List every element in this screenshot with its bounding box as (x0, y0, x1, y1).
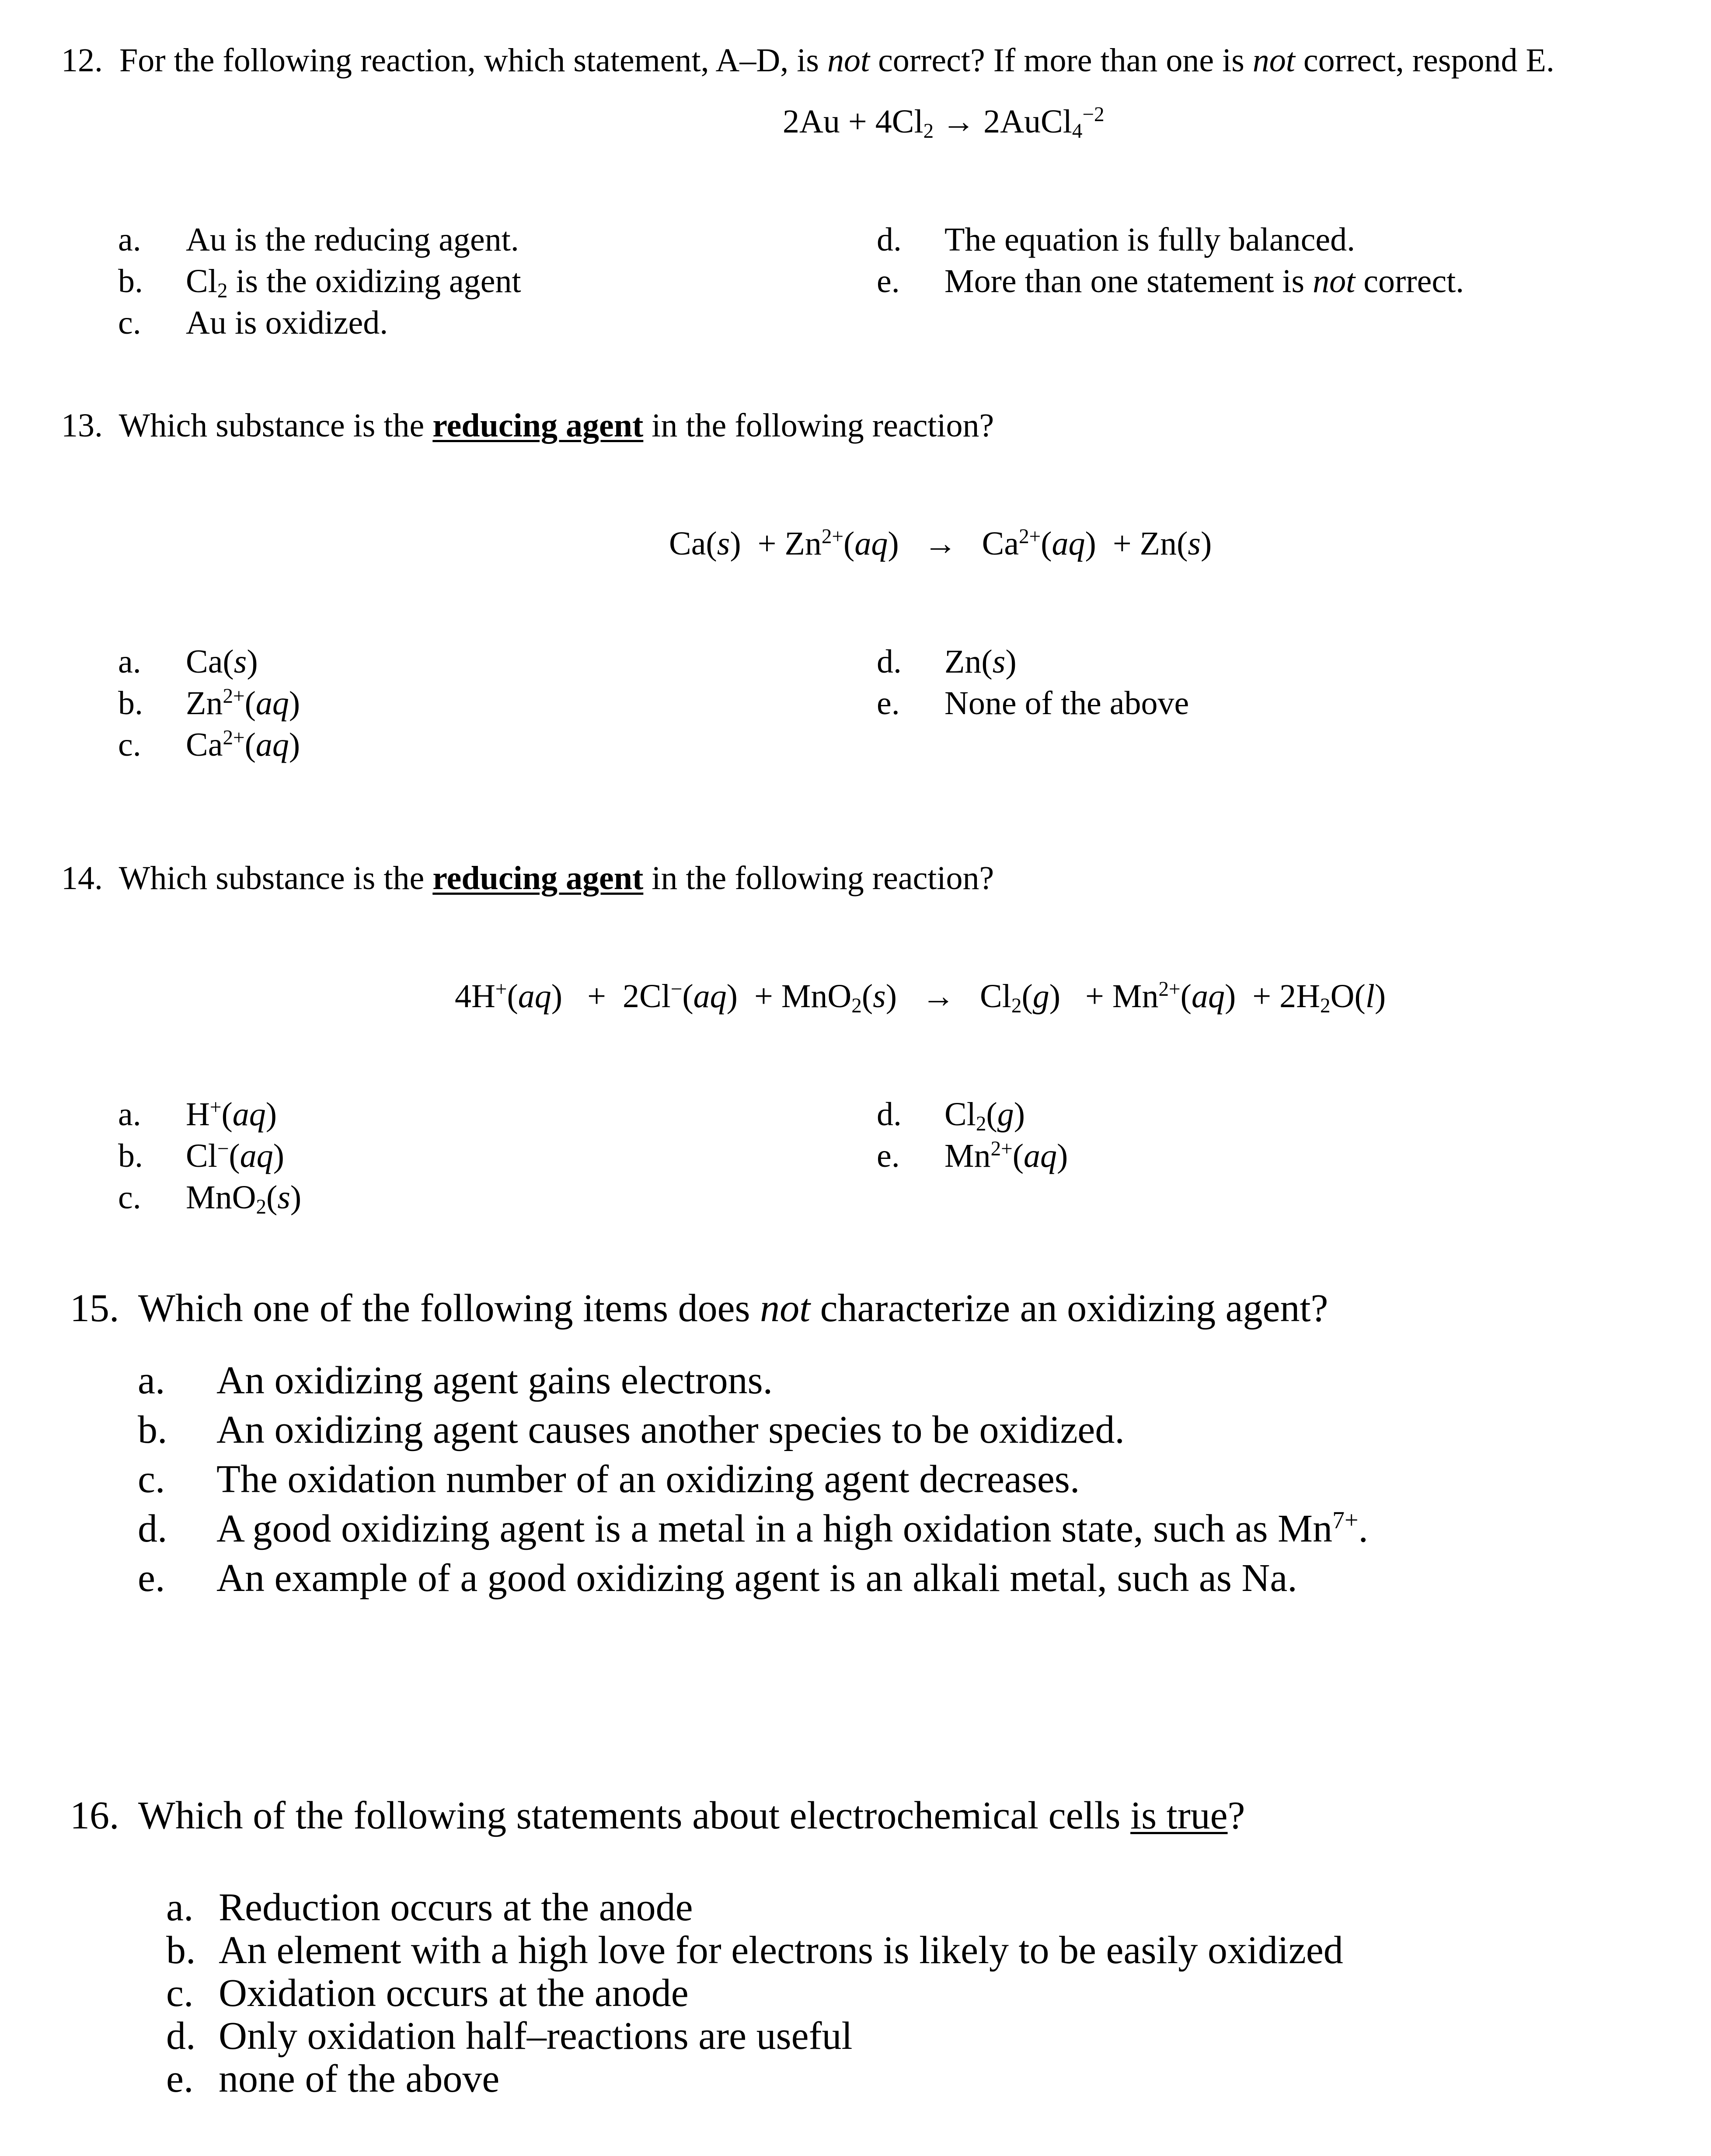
q13-option-e[interactable]: e. None of the above (877, 685, 1189, 722)
q12-number: 12. (61, 42, 103, 79)
q14-option-d[interactable]: d. $Cl_2(g)$ (877, 1096, 1025, 1135)
q12-option-b[interactable]: b. $Cl_2$ is the oxidizing agent (118, 263, 521, 302)
q15-stem: 15. Which one of the following items does not characterize an oxidizing agent? (70, 1287, 1328, 1330)
q12-option-d[interactable]: d. The equation is fully balanced. (877, 221, 1356, 258)
q16-option-e[interactable]: e. none of the above (166, 2057, 500, 2100)
q16-option-b[interactable]: b. An element with a high love for electrons is likely to be easily oxidized (166, 1929, 1343, 1972)
q15-option-e[interactable]: e. An example of a good oxidizing agent is an alkali metal, such as Na. (138, 1556, 1297, 1600)
q12-option-e[interactable]: e. More than one statement is not correct. (877, 263, 1464, 300)
q16-number: 16. (70, 1794, 119, 1837)
q13-stem: 13. Which substance is the reducing agent in the following reaction? (61, 407, 994, 444)
q14-number: 14. (61, 860, 103, 897)
q13-number: 13. (61, 407, 103, 444)
q16-option-a[interactable]: a. Reduction occurs at the anode (166, 1886, 693, 1929)
q13-option-c[interactable]: c. $Ca^{2+}(aq)$ (118, 726, 300, 763)
q14-option-c[interactable]: c. MnO$_2$(s) (118, 1179, 302, 1218)
q13-option-a[interactable]: a. Ca(s) (118, 643, 258, 680)
q15-number: 15. (70, 1287, 119, 1330)
q12-equation: $2Au + 4Cl_2$ → 2AuCl$_4^{-2}$ (783, 103, 1105, 143)
q12-stem: 12. For the following reaction, which statement, A–D, is not correct? If more than one is not correct, respond E. (61, 42, 1554, 79)
q15-option-a[interactable]: a. An oxidizing agent gains electrons. (138, 1359, 773, 1402)
q14-equation: $4H^+(aq) + 2Cl^-(aq) + MnO_2(s) \to Cl_2(g) + Mn^{2+}(aq) + 2H_2O(l)$ (455, 978, 1386, 1017)
q16-option-d[interactable]: d. Only oxidation half–reactions are useful (166, 2014, 853, 2058)
q16-option-c[interactable]: c. Oxidation occurs at the anode (166, 1971, 689, 2015)
q12-option-c[interactable]: c. Au is oxidized. (118, 304, 388, 341)
q14-option-a[interactable]: a. H+(aq) (118, 1096, 277, 1133)
q15-option-b[interactable]: b. An oxidizing agent causes another species to be oxidized. (138, 1408, 1125, 1451)
q15-option-c[interactable]: c. The oxidation number of an oxidizing agent decreases. (138, 1458, 1080, 1501)
q12-option-a[interactable]: a. Au is the reducing agent. (118, 221, 519, 258)
q13-option-b[interactable]: b. $Zn^{2+}(aq)$ (118, 685, 300, 722)
q14-stem: 14. Which substance is the reducing agent in the following reaction? (61, 860, 994, 897)
q16-stem: 16. Which of the following statements about electrochemical cells is true? (70, 1794, 1245, 1837)
q15-option-d[interactable]: d. A good oxidizing agent is a metal in a high oxidation state, such as $Mn^{7+}$. (138, 1507, 1368, 1550)
q14-option-b[interactable]: b. Cl−(aq) (118, 1137, 285, 1174)
q14-option-e[interactable]: e. $Mn^{2+}(aq)$ (877, 1137, 1068, 1174)
q13-option-d[interactable]: d. Zn(s) (877, 643, 1017, 680)
q13-equation: $Ca(s) + Zn^{2+}(aq) \to Ca^{2+}(aq) + Zn(s)$ (669, 525, 1212, 562)
